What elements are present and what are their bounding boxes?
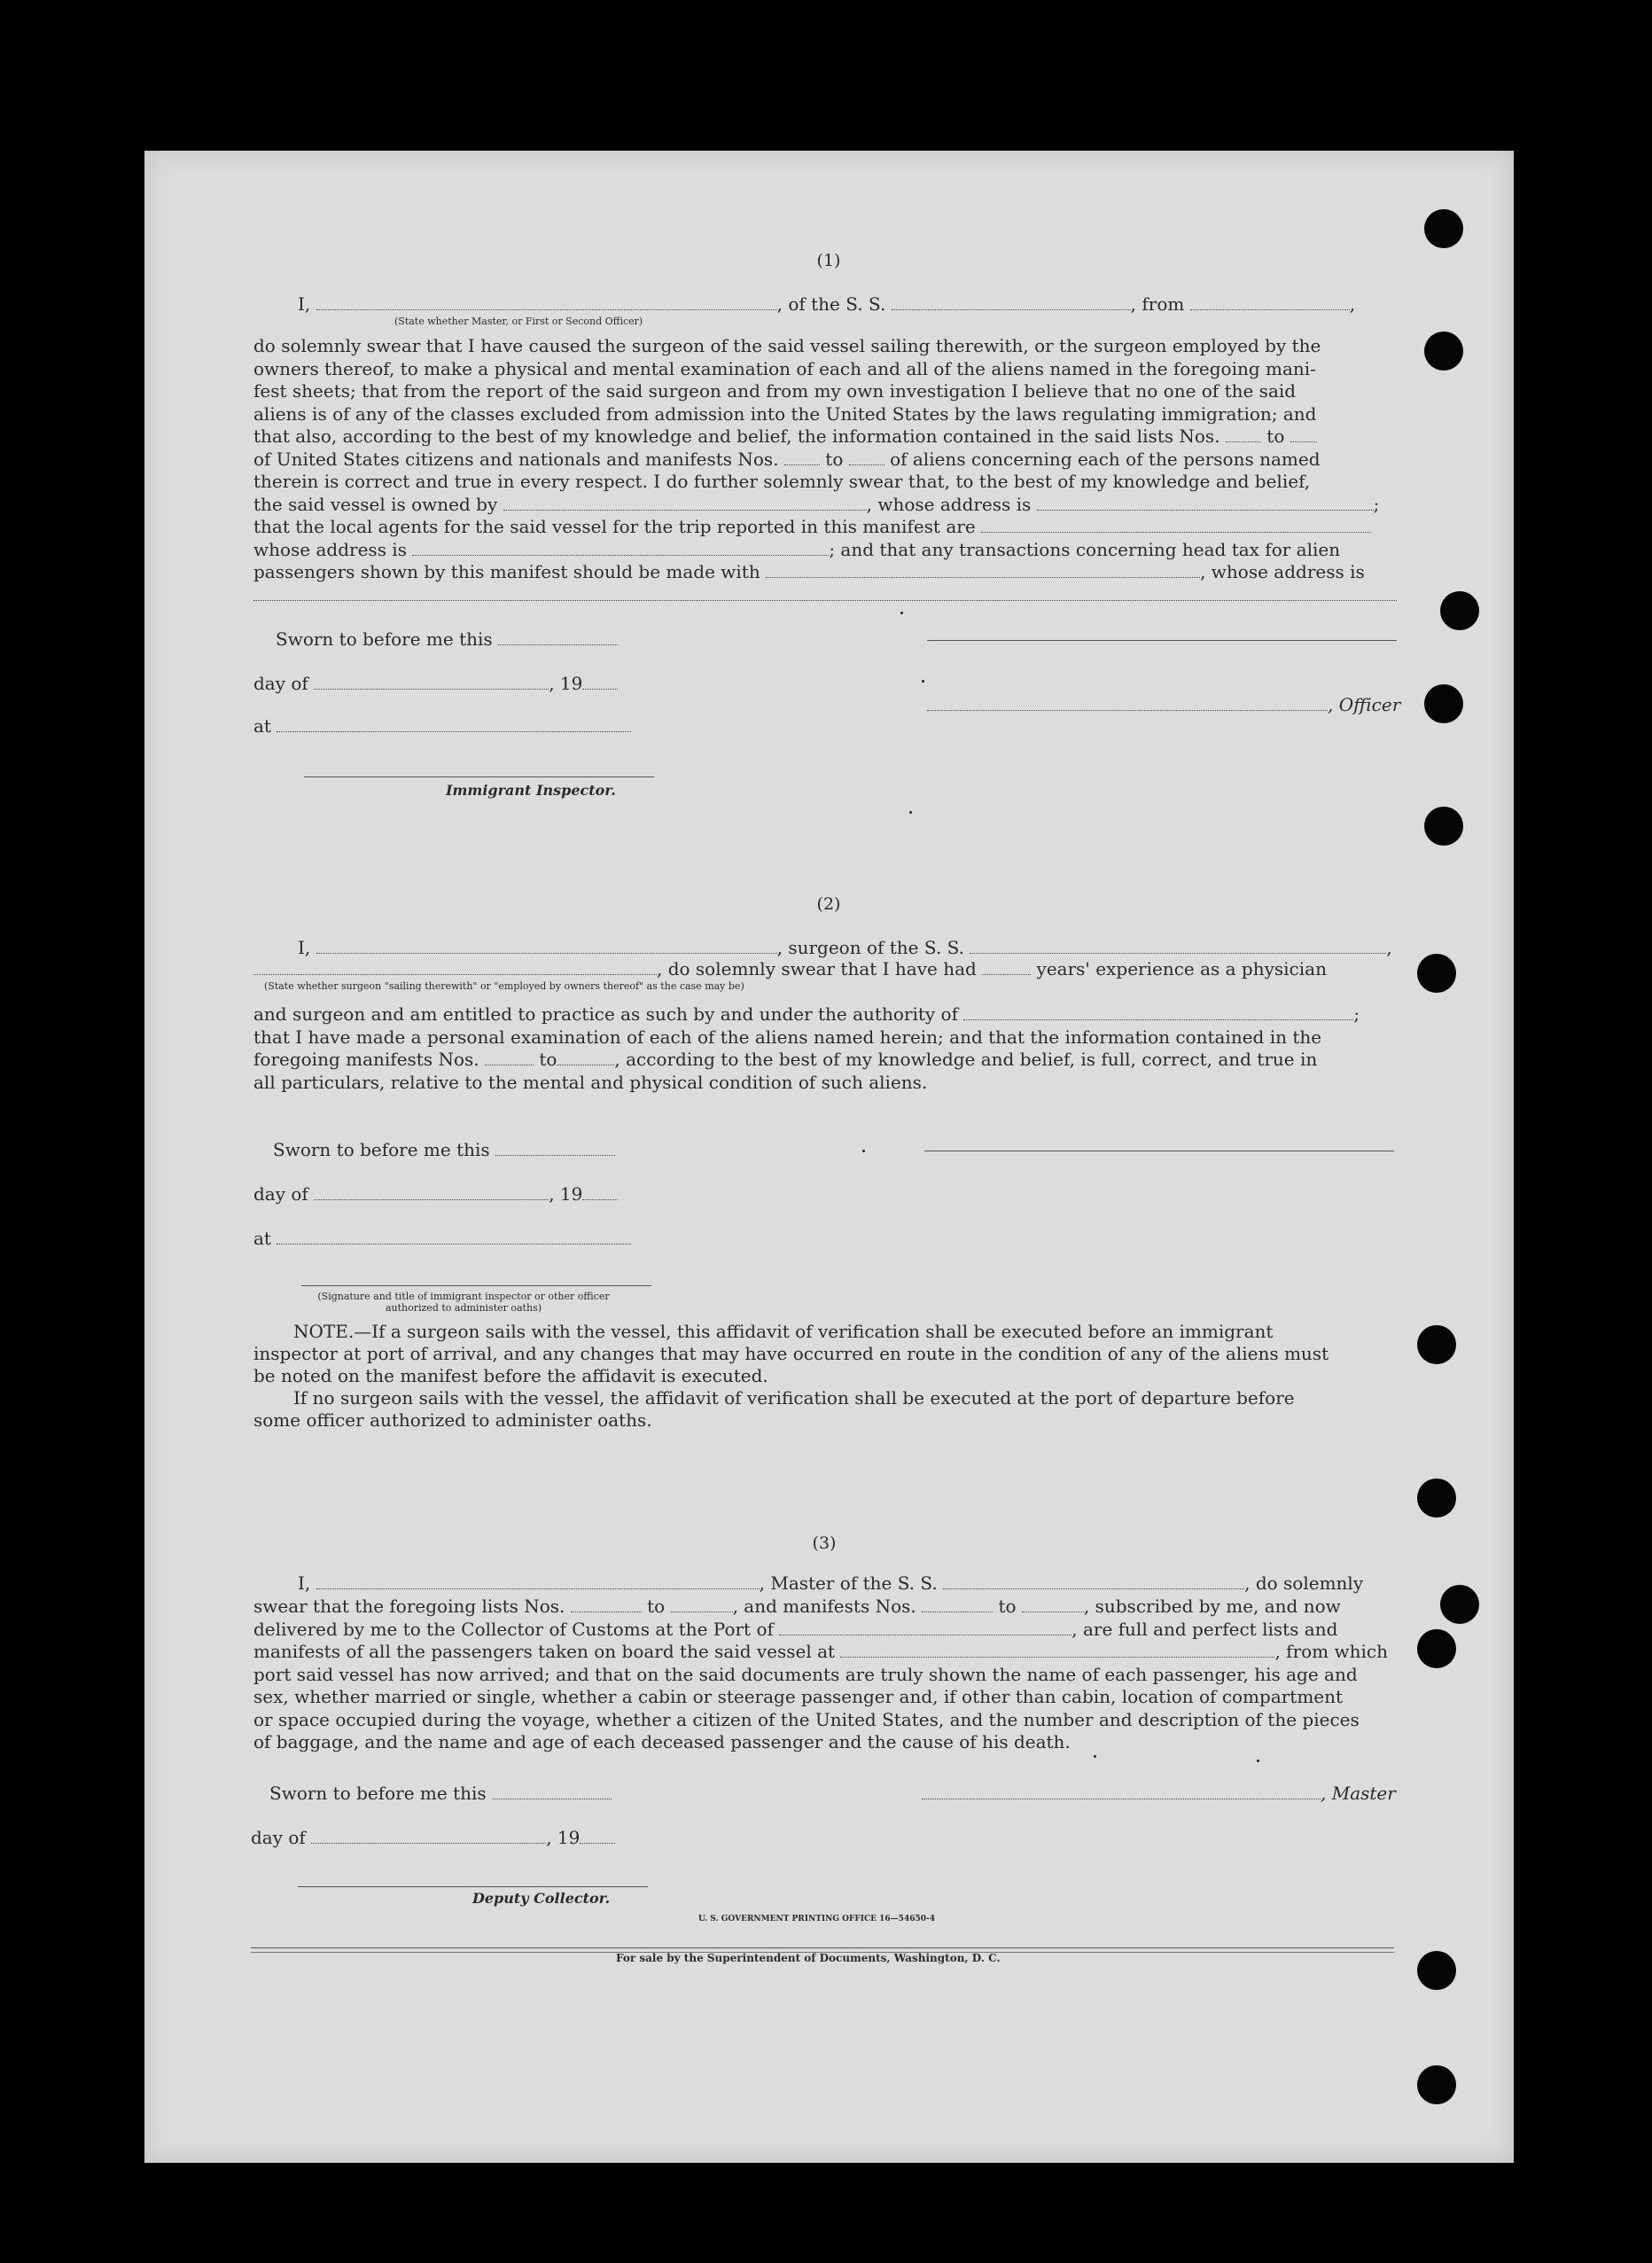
section-2-number: (2) [816, 894, 841, 914]
s1-ship-blank[interactable] [892, 293, 1131, 310]
section-3-number: (3) [812, 1533, 837, 1553]
s2-signature-caption: (Signature and title of immigrant inspector or other officer authorized to administer oaths) [317, 1291, 610, 1314]
section-1-number: (1) [816, 251, 841, 270]
s1-inspector-caption: Immigrant Inspector. [446, 782, 616, 799]
punch-hole-icon [1417, 1325, 1456, 1364]
speck [862, 1150, 865, 1152]
punch-hole-icon [1417, 1951, 1456, 1990]
s1-signature-rule[interactable] [927, 640, 1397, 641]
s2-surgeon-line: I, , surgeon of the S. S. , [298, 937, 1392, 958]
s2-oath-paragraph: and surgeon and am entitled to practice as such by and under the authority of ; that I have made a personal examination of each of the aliens named herein; and that the information contained in the foregoing manifests Nos. to , according to the best of my knowledge and belief, is full, correct, and true in all particulars, relative to the mental and physical condition of such aliens. [253, 1003, 1360, 1093]
s2-at-line: at [253, 1227, 631, 1250]
speck [900, 612, 903, 614]
s1-master-line: I, , of the S. S. , from , [298, 293, 1356, 315]
s1-day-line: day of , 19 [253, 672, 618, 695]
s3-oath-paragraph: swear that the foregoing lists Nos. to , and manifests Nos. to , subscribed by me, and now delivered by me to the Collector of Customs at the Port of , are full and perfect lists and manifests of all the passengers taken on board the said vessel at , from which port said vessel has now arrived; and that on the said documents are truly shown the name of each passenger, his age and sex, whether married or single, whether a cabin or steerage passenger and, if other than cabin, location of compartment or space occupied during the voyage, whether a citizen of the United States, and the number and description of the pieces of baggage, and the name and age of each deceased passenger and the cause of his death. [253, 1596, 1388, 1752]
s3-collector-rule[interactable] [298, 1886, 648, 1887]
speck [1257, 1760, 1259, 1762]
s2-sworn-line: Sworn to before me this [273, 1138, 615, 1161]
s1-at-line: at [253, 714, 631, 737]
punch-hole-icon [1440, 591, 1479, 630]
s2-years-line: , do solemnly swear that I have had years' experience as a physician [253, 957, 1441, 980]
s1-master-subcaption: (State whether Master, or First or Second Officer) [394, 316, 643, 327]
footer-rule-1 [251, 1947, 1394, 1948]
punch-hole-icon [1424, 209, 1463, 248]
punch-hole-icon [1424, 807, 1463, 846]
s1-inspector-rule[interactable] [304, 776, 654, 777]
s3-collector-caption: Deputy Collector. [472, 1890, 611, 1907]
speck [909, 811, 912, 814]
s1-officer-line: , Officer [927, 693, 1400, 716]
s1-oath-paragraph: do solemnly swear that I have caused the surgeon of the said vessel sailing therewith, or the surgeon employed by the owners thereof, to make a physical and mental examination of each and all of the aliens named in the foregoing mani- fest sheets; that from the report of the said surgeon and from my own investigation I believe that no one of the said aliens is of any of the classes excluded from admission into the United States by the laws regulating immigration; and that also, according to the best of my knowledge and belief, the information contained in the said lists Nos. to of United States citizens and nationals and manifests Nos. to of aliens concerning each of the persons named therein is correct and true in every respect. I do further solemnly swear that, to the best of my knowledge and belief, the said vessel is owned by , whose address is ; that the local agents for the said vessel for the trip reported in this manifest are whose address is ; and that any transactions concerning head tax for alien passengers shown by this manifest should be made with , whose address is [253, 335, 1441, 606]
speck [922, 680, 924, 683]
s3-day-line: day of , 19 [251, 1826, 615, 1849]
punch-hole-icon [1417, 954, 1456, 993]
s1-from-blank[interactable] [1190, 293, 1350, 310]
punch-hole-icon [1417, 2065, 1456, 2104]
gpo-imprint: U. S. GOVERNMENT PRINTING OFFICE 16—54650-4 [698, 1915, 935, 1924]
s3-master-signature: , Master [922, 1782, 1396, 1805]
for-sale-notice: For sale by the Superintendent of Documents, Washington, D. C. [616, 1952, 1001, 1964]
s2-inspector-rule[interactable] [301, 1285, 651, 1286]
s2-day-line: day of , 19 [253, 1182, 618, 1206]
punch-hole-icon [1424, 684, 1463, 723]
s3-master-line: I, , Master of the S. S. , do solemnly [298, 1572, 1364, 1594]
s1-i: I, [298, 293, 311, 315]
punch-hole-icon [1440, 1585, 1479, 1624]
s2-surgeon-subcaption: (State whether surgeon "sailing therewith" or "employed by owners thereof" as the case may be) [264, 980, 744, 992]
s1-sworn-line: Sworn to before me this [276, 628, 618, 651]
speck [1094, 1755, 1096, 1758]
s3-sworn-line: Sworn to before me this [269, 1782, 612, 1805]
punch-hole-icon [1417, 1629, 1456, 1668]
s1-officer-blank[interactable] [316, 293, 777, 310]
form-page [144, 151, 1514, 2163]
punch-hole-icon [1424, 332, 1463, 371]
punch-hole-icon [1417, 1479, 1456, 1518]
s2-note: NOTE.—If a surgeon sails with the vessel, this affidavit of verification shall be executed before an immigrant inspector at port of arrival, and any changes that may have occurred en route in the condition of any of the aliens must be noted on the manifest before the affidavit is executed. If no surgeon sails with the vessel, the affidavit of verification shall be executed at the port of departure before some officer authorized to administer oaths. [253, 1321, 1329, 1431]
